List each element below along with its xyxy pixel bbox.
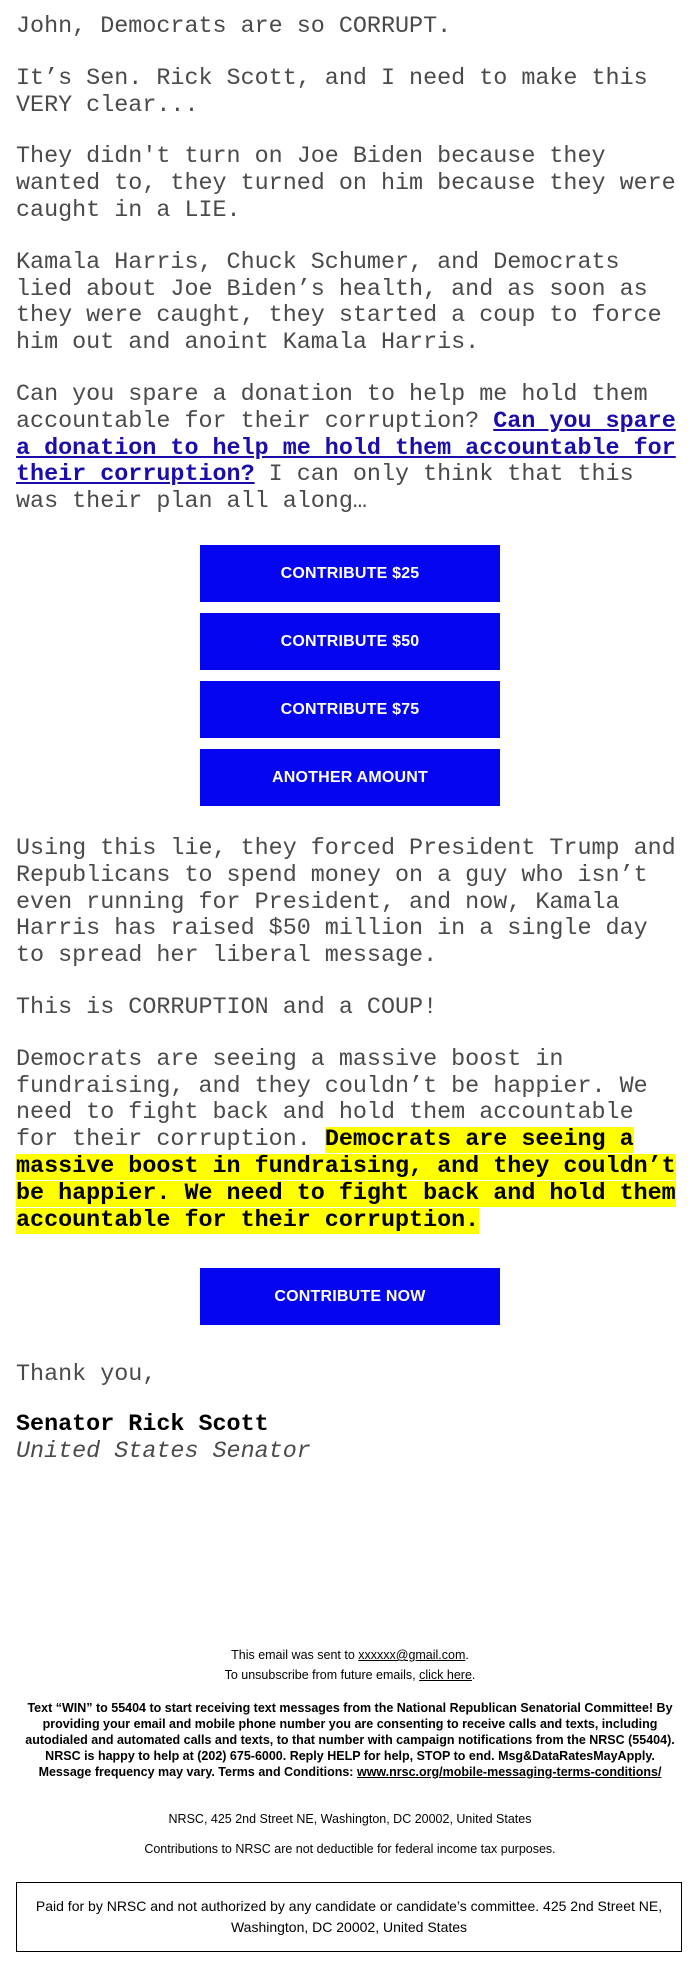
- sms-disclaimer: [20, 1700, 680, 1780]
- paragraph-1: They didn't turn on Joe Biden because they wanted to, they turned on him because they were caught in a LIE.: [16, 144, 676, 224]
- paragraph-3-tail: I can only think that this was their plan all along…: [16, 462, 634, 516]
- unsubscribe-link[interactable]: click here: [419, 1668, 472, 1682]
- paragraph-2: Kamala Harris, Chuck Schumer, and Democrats lied about Joe Biden’s health, and as soon as they were caught, they started a coup to force him out and anoint Kamala Harris.: [16, 249, 662, 357]
- paragraph-3: [16, 382, 688, 516]
- signature-title: United States Senator: [16, 1439, 311, 1465]
- sms-text: Text “WIN” to 55404 to start receiving text messages from the National Republican Senatorial Committee! By providing your email and mobile phone number you are consenting to receive calls and texts, including autodialed and automated calls and texts, to that number with campaign notifications from the NRSC (55404). NRSC is happy to help at (202) 675-6000. Reply HELP for help, STOP to end. Msg&DataRatesMayApply. Message frequency may vary. Terms and Conditions:: [25, 1701, 675, 1779]
- sent-to-period: .: [465, 1648, 469, 1662]
- sent-to-line: [20, 1646, 680, 1664]
- paid-for-text: Paid for by NRSC and not authorized by any candidate or candidate’s committee. 425 2nd Street NE, Washington, DC 20002, United States: [35, 1898, 663, 1935]
- sms-terms-link[interactable]: www.nrsc.org/mobile-messaging-terms-conditions/: [356, 1765, 662, 1779]
- paragraph-4: Using this lie, they forced President Trump and Republicans to spend money on a guy who isn’t even running for President, and now, Kamala Harris has raised $50 million in a single day to spread her liberal message.: [16, 836, 676, 970]
- unsubscribe-period: .: [471, 1668, 476, 1682]
- paragraph-6: [16, 1047, 688, 1235]
- contribute-25-button[interactable]: CONTRIBUTE $25: [200, 545, 500, 602]
- thanks-text: Thank you,: [16, 1362, 157, 1388]
- paragraph-6-lead: Democrats are seeing a massive boost in fundraising, and they couldn’t be happier. We need to fight back and hold them accountable for their corruption.: [16, 1046, 648, 1154]
- paragraph-5: This is CORRUPTION and a COUP!: [16, 994, 438, 1021]
- unsubscribe-label: To unsubscribe from future emails,: [224, 1668, 420, 1682]
- donate-inline-link[interactable]: Can you spare a donation to help me hold them accountable for their corruption?: [16, 408, 676, 489]
- intro-text: It’s Sen. Rick Scott, and I need to make this VERY clear...: [16, 65, 648, 119]
- contribute-75-button[interactable]: CONTRIBUTE $75: [200, 681, 500, 738]
- greeting-text: John, Democrats are so CORRUPT.: [16, 14, 452, 40]
- email-body: [16, 14, 688, 541]
- email-body-continued: [16, 836, 688, 1259]
- paid-for-disclaimer: [16, 1882, 682, 1952]
- signature-name: Senator Rick Scott: [16, 1412, 269, 1438]
- another-amount-button[interactable]: ANOTHER AMOUNT: [200, 749, 500, 806]
- address-text: NRSC, 425 2nd Street NE, Washington, DC 20002, United States: [168, 1812, 532, 1826]
- sent-to-label: This email was sent to: [231, 1648, 359, 1662]
- recipient-email-link[interactable]: xxxxxx@gmail.com: [358, 1648, 466, 1662]
- contribute-now-button[interactable]: CONTRIBUTE NOW: [200, 1268, 500, 1325]
- paragraph-3-lead: Can you spare a donation to help me hold them accountable for their corruption?: [16, 381, 648, 435]
- contribute-50-button[interactable]: CONTRIBUTE $50: [200, 613, 500, 670]
- highlighted-text: Democrats are seeing a massive boost in fundraising, and they couldn’t be happier. We need to fight back and hold them accountable for their corruption.: [16, 1127, 676, 1234]
- unsubscribe-line: [20, 1666, 680, 1684]
- tax-note: Contributions to NRSC are not deductible for federal income tax purposes.: [144, 1842, 556, 1856]
